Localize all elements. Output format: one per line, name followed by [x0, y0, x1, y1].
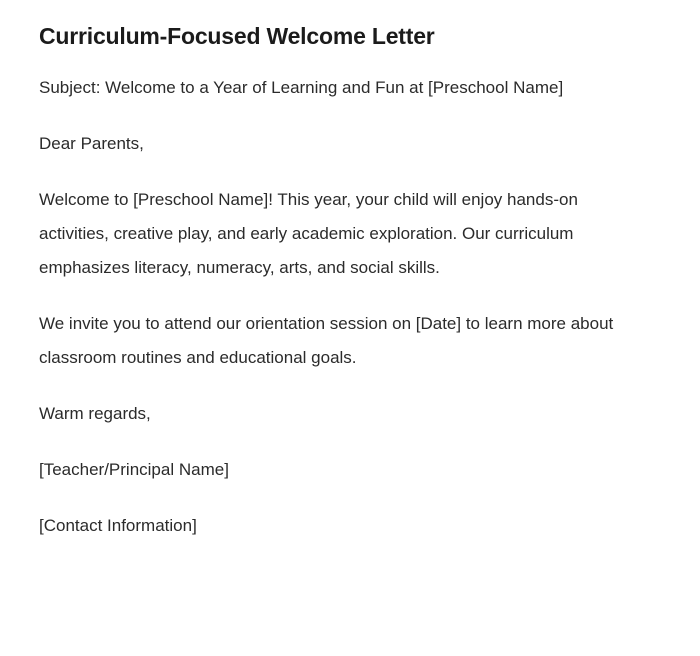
paragraph-salutation: Dear Parents, — [39, 133, 144, 153]
page-title: Curriculum-Focused Welcome Letter — [39, 23, 435, 49]
paragraph-contact-information: [Contact Information] — [39, 515, 197, 535]
paragraph-welcome-body: Welcome to [Preschool Name]! This year, your child will enjoy hands-on activities, creative play, and early academic exploration. Our curriculum emphasizes literacy, numeracy, arts, and social skills. — [39, 189, 578, 277]
paragraph-signature-name: [Teacher/Principal Name] — [39, 459, 229, 479]
paragraph-subject: Subject: Welcome to a Year of Learning and Fun at [Preschool Name] — [39, 77, 564, 97]
paragraph-closing: Warm regards, — [39, 403, 151, 423]
paragraph-orientation-invite: We invite you to attend our orientation session on [Date] to learn more about classroom routines and educational goals. — [39, 313, 614, 367]
